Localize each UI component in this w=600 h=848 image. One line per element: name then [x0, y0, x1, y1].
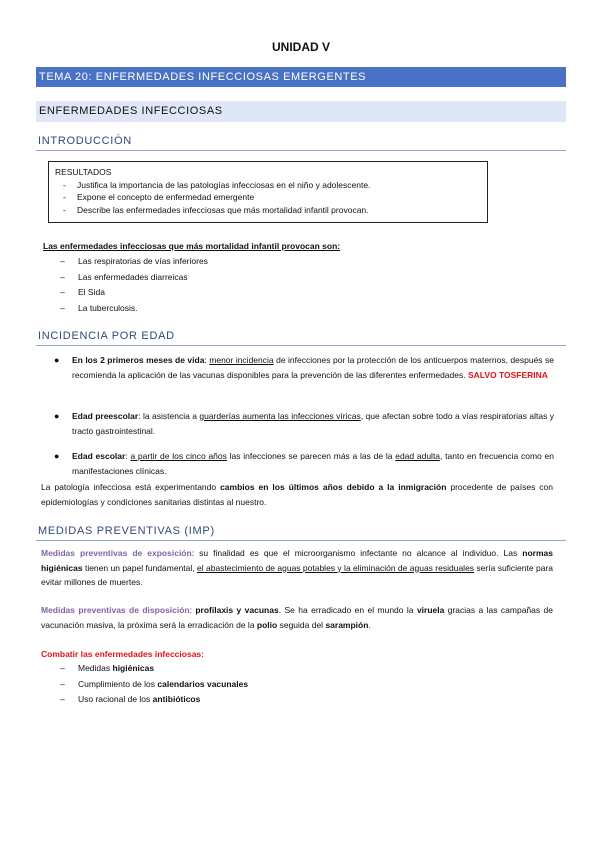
bullet-escolar: ● Edad escolar: a partir de los cinco años las infecciones se parecen más a las de la edad adulta, tanto en frecuencia como en manifestaciones clínicas. — [54, 451, 554, 476]
bullet-preescolar: ● Edad preescolar: la asistencia a guarderías aumenta las infecciones víricas, que afectan sobre todo a vías respiratorias altas y tracto gastrointestinal. — [54, 411, 554, 436]
exposicion-paragraph: Medidas preventivas de exposición: su finalidad es que el microorganismo infectante no alcance al individuo. Las normas higiénicas tienen un papel fundamental, el abastecimiento de aguas potables y la eliminación de aguas residuales sería suficiente para evitar millones de muertes. — [41, 548, 553, 587]
list-item: – Cumplimiento de los calendarios vacunales — [60, 677, 248, 693]
list-item: – Las respiratorias de vías inferiores — [60, 254, 208, 270]
combat-list — [60, 661, 248, 708]
mortality-list-title: Las enfermedades infecciosas que más mortalidad infantil provocan son: — [43, 241, 341, 251]
list-item: – La tuberculosis. — [60, 301, 208, 317]
results-box — [48, 161, 488, 223]
results-box-title: RESULTADOS — [55, 167, 112, 177]
bullet-icon: ● — [54, 355, 60, 365]
unit-title: UNIDAD V — [271, 40, 330, 54]
combat-title: Combatir las enfermedades infecciosas: — [41, 649, 204, 659]
intro-heading: INTRODUCCIÓN — [36, 135, 566, 151]
list-item: – Las enfermedades diarreicas — [60, 270, 208, 286]
tema-heading-bar: TEMA 20: ENFERMEDADES INFECCIOSAS EMERGENTES — [36, 67, 566, 87]
inmigracion-paragraph: La patología infecciosa está experimentando cambios en los últimos años debido a la inmigración procedente de países con epidemiologías y condiciones sanitarias distintas al nuestro. — [41, 482, 553, 507]
incidencia-heading: INCIDENCIA POR EDAD — [36, 330, 566, 346]
results-item: - Justifica la importancia de las patologías infecciosas en el niño y adolescente. — [55, 179, 487, 192]
bullet-first-months: ● En los 2 primeros meses de vida: menor incidencia de infecciones por la protección de los anticuerpos maternos, después se recomienda la aplicación de las vacunas disponibles para la prevención de las diferentes enfermedades. SALVO TOSFERINA — [54, 355, 554, 380]
mortality-list — [60, 254, 208, 316]
bullet-icon: ● — [54, 411, 60, 421]
list-item: – Medidas higiénicas — [60, 661, 248, 677]
results-item: - Expone el concepto de enfermedad emergente — [55, 191, 487, 204]
section-title-bar: ENFERMEDADES INFECCIOSAS — [36, 101, 566, 122]
list-item: – Uso racional de los antibióticos — [60, 692, 248, 708]
bullet-icon: ● — [54, 451, 60, 461]
list-item: – El Sida — [60, 285, 208, 301]
medidas-heading: MEDIDAS PREVENTIVAS (IMP) — [36, 525, 566, 541]
disposicion-paragraph: Medidas preventivas de disposición: profilaxis y vacunas. Se ha erradicado en el mundo la viruela gracias a las campañas de vacunación masiva, la próxima será la erradicación de la polio seguida del sarampión. — [41, 605, 553, 630]
results-item: - Describe las enfermedades infecciosas que más mortalidad infantil provocan. — [55, 204, 487, 217]
